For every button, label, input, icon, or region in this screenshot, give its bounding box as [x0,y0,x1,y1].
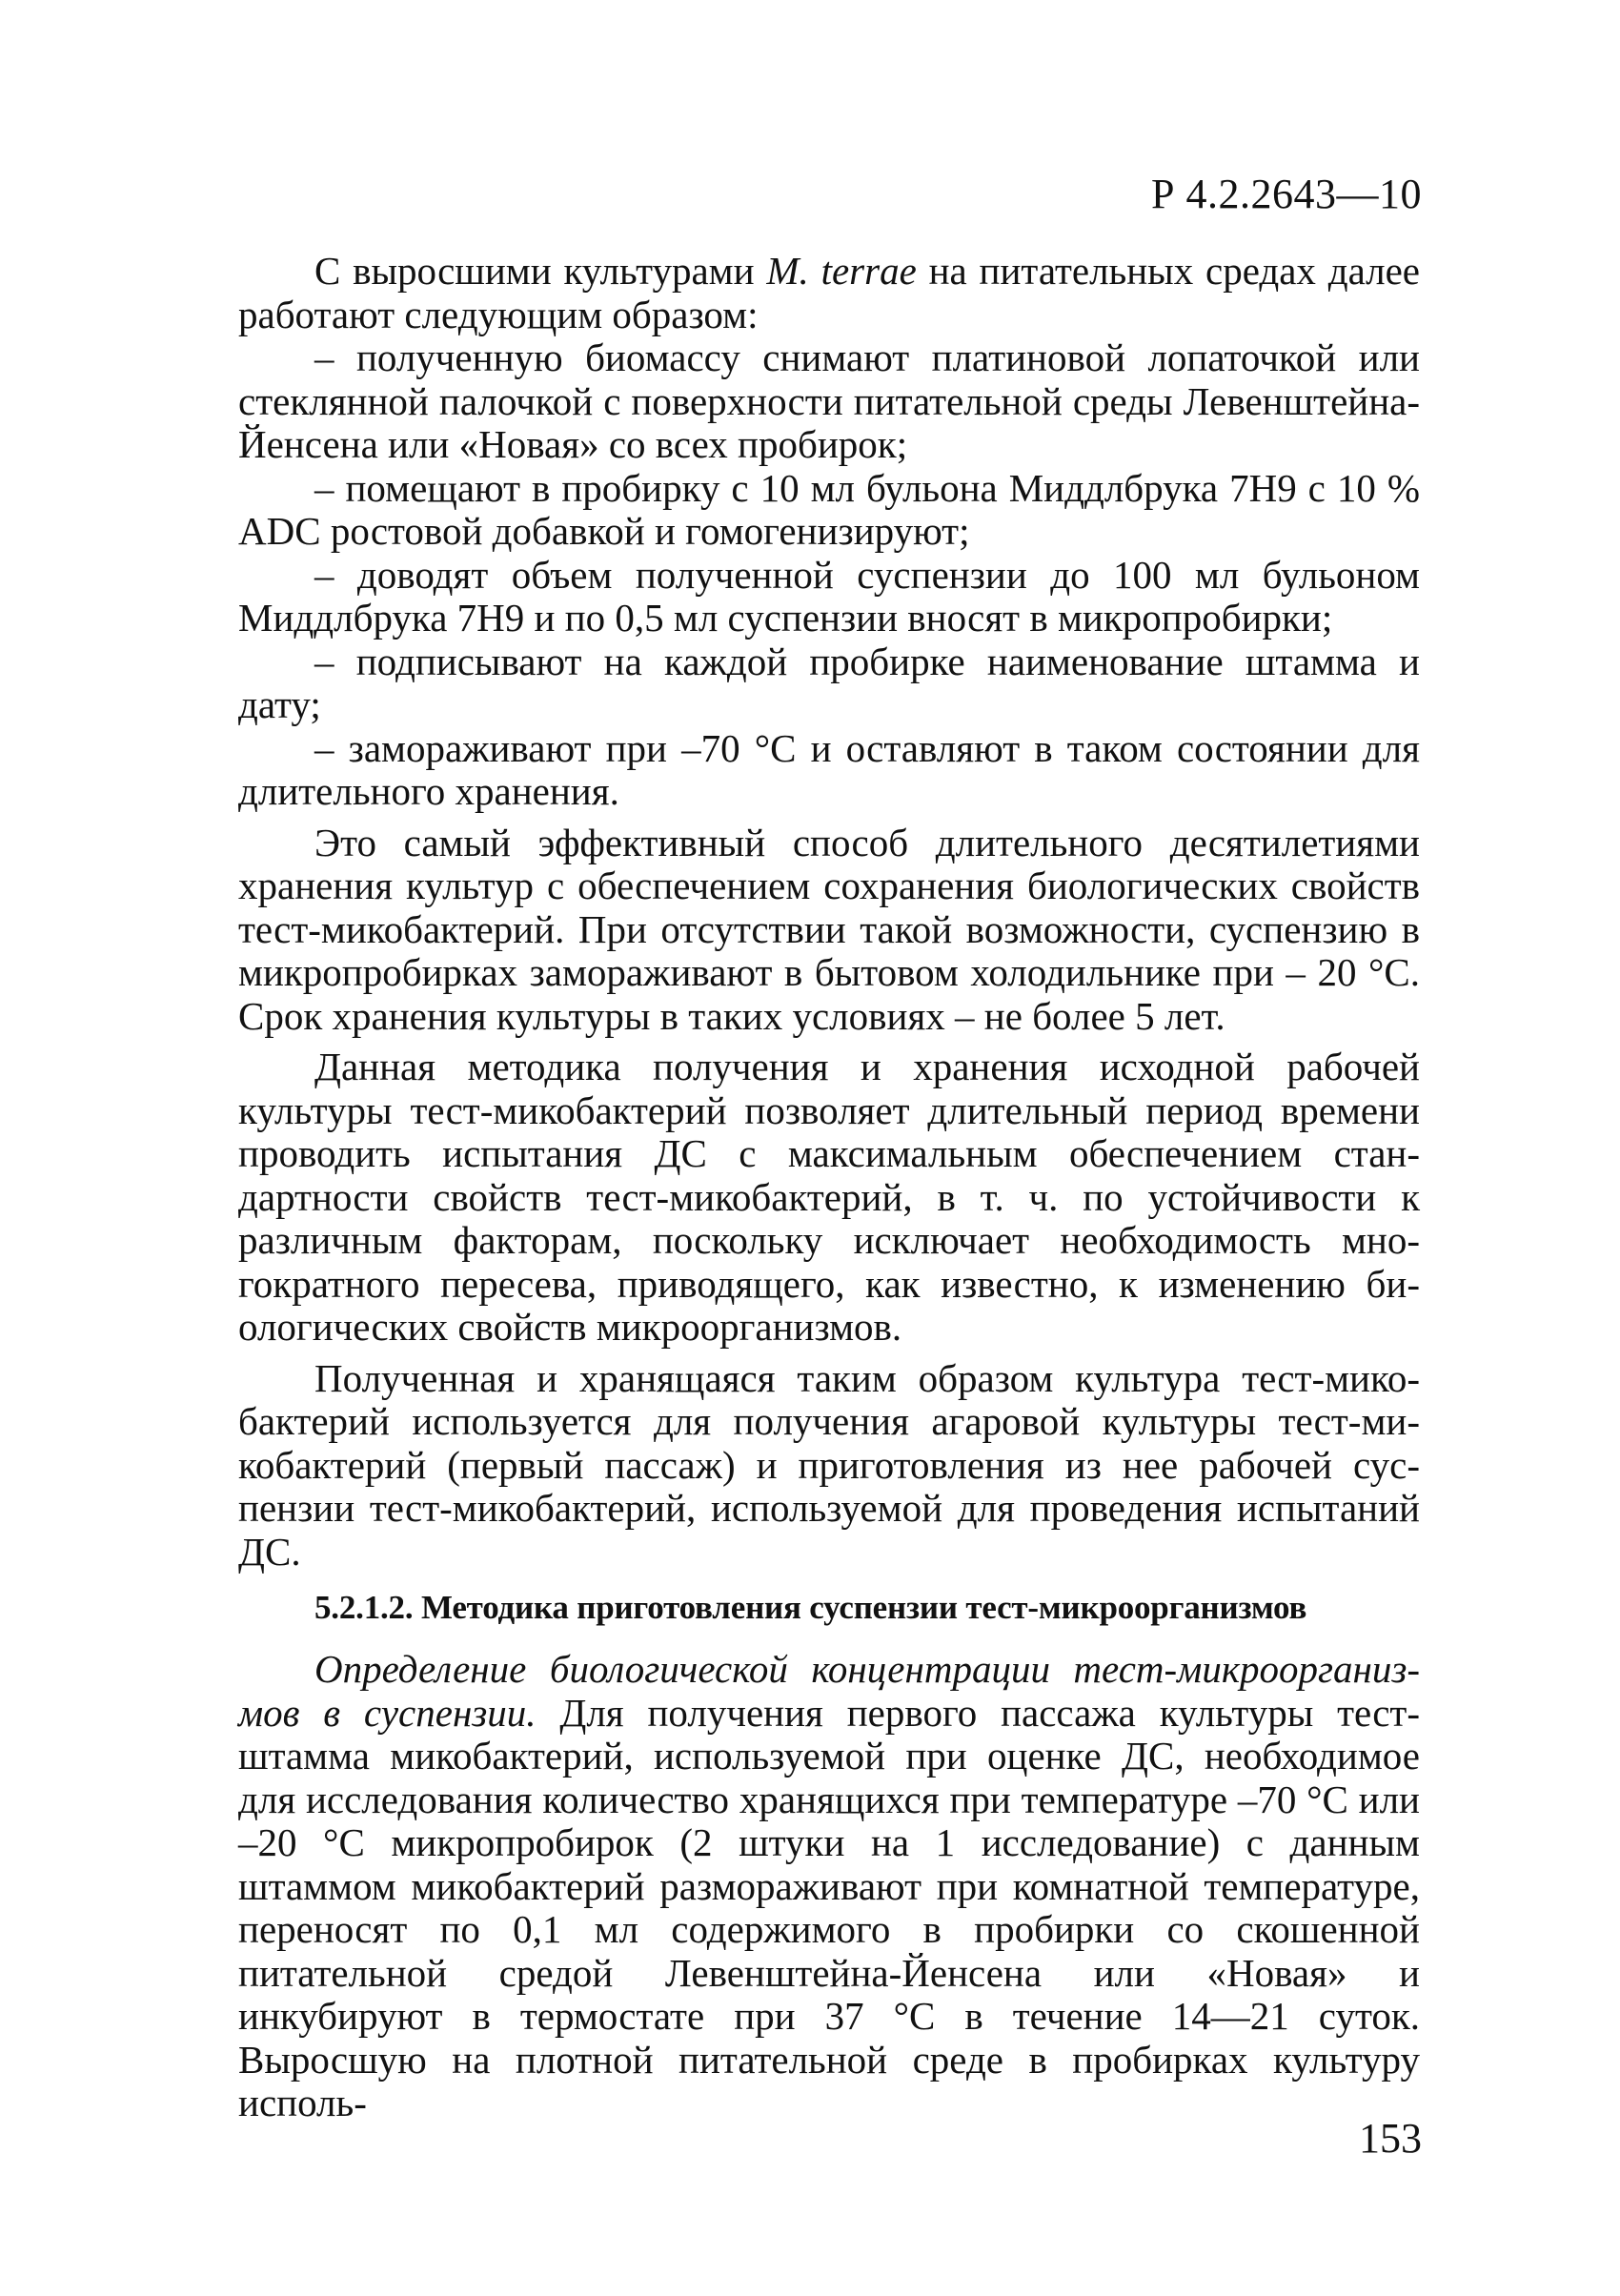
document-code-header: Р 4.2.2643—10 [1151,171,1422,217]
species-name: M. terrae [766,249,917,293]
list-item-2: – помещают в пробирку с 10 мл бульона Миддлбрука 7H9 с 10 % ADC ростовой добавкой и гомогенизируют; [238,465,1420,553]
section-heading: 5.2.1.2. Методика приготовления суспензии тест-микроорганизмов [314,1589,1307,1626]
body-text [238,250,1420,2125]
paragraph-concentration-lead: Определение биологической концентрации тест-микроорганизмов в суспензии. [238,1647,1420,1735]
paragraph-concentration-body: Для получения первого пассажа культуры тест-штамма микобактерий, используемой при оценке ДС, необходимое для исследования количество хранящихся при температуре –70 °С или –20 °С микропробирок (2 штуки на 1 исследование) с данным штаммом микобактерий размораживают при комнатной температуре, переносят по 0,1 мл содержимого в пробирки со скошенной питательной средой Левенштейна-Йенсена или «Новая» и инкубируют в термостате при 37 °С в течение 14—21 суток. Выросшую на плотной питательной среде в пробирках культуру исполь- [238,1690,1420,2124]
intro-text-start: С выросшими культурами [314,249,767,293]
paragraph-culture-usage: Полученная и хранящаяся таким образом культура тест-микобактерий используется для получения агаровой культуры тест-микобактерий (первый пассаж) и приготовления из нее рабочей суспензии тест-микобактерий, используемой для проведения испытаний ДС. [238,1355,1420,1574]
paragraph-methodology: Данная методика получения и хранения исходной рабочей культуры тест-микобактерий позволяет длительный период времени проводить испытания ДС с максимальным обеспечением стандартности свойств тест-микобактерий, в т. ч. по устойчивости к различным факторам, поскольку исключает необходимость многократного пересева, приводящего, как известно, к изменению биологических свойств микроорганизмов. [238,1045,1420,1349]
paragraph-storage-method: Это самый эффективный способ длительного десятилетиями хранения культур с обеспечением сохранения биологических свойств тест-микобактерий. При отсутствии такой возможности, суспензию в микропробирках замораживают в бытовом холодильнике при – 20 °С. Срок хранения культуры в таких условиях – не более 5 лет. [238,820,1420,1038]
paragraph-concentration [238,1648,1420,2125]
list-item-3: – доводят объем полученной суспензии до 100 мл бульоном Миддлбрука 7H9 и по 0,5 мл суспензии вносят в микропробирки; [238,552,1420,640]
list-item-1: – полученную биомассу снимают платиновой лопаточкой или стеклянной палочкой с поверхности питательной среды Левенштейна-Йенсена или «Новая» со всех пробирок; [238,335,1420,466]
intro-text-end: на питательных средах далее работают следующим образом: [238,249,1421,336]
list-item-5: – замораживают при –70 °С и оставляют в таком состоянии для длительного хранения. [238,725,1420,813]
intro-paragraph [238,250,1420,336]
page-number: 153 [1359,2115,1422,2162]
list-item-4: – подписывают на каждой пробирке наименование штамма и дату; [238,639,1420,726]
